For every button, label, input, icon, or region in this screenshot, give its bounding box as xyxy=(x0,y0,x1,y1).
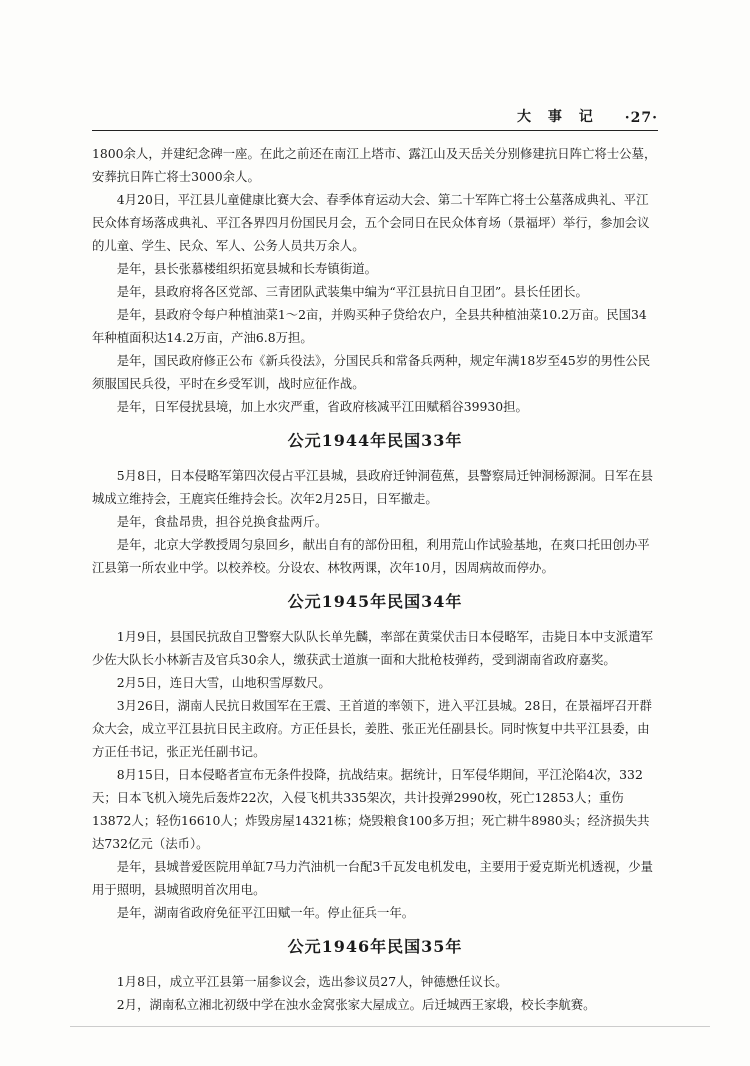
page-header xyxy=(92,104,658,126)
chronicle-paragraph: 1月8日，成立平江县第一届参议会，选出参议员27人，钟德懋任议长。 xyxy=(116,974,508,989)
chronicle-paragraph: 是年，县政府令每户种植油菜1～2亩，并购买种子贷给农户，全县共种植油菜10.2万亩。民国34年种植面积达14.2万亩，产油6.8万担。 xyxy=(92,307,647,345)
chronicle-paragraph: 是年，日军侵扰县境，加上水灾严重，省政府核减平江田赋稻谷39930担。 xyxy=(116,399,528,414)
chronicle-paragraph: 2月，湖南私立湘北初级中学在浊水金窝张家大屋成立。后迁城西王家塅，校长李航赛。 xyxy=(116,997,596,1012)
chronicle-paragraph: 3月26日，湖南人民抗日救国军在王震、王首道的率领下，进入平江县城。28日，在景福坪召开群众大会，成立平江县抗日民主政府。方正任县长，姜胜、张正光任副县长。同时恢复中共平江县委，由方正任书记，张正光任副书记。 xyxy=(92,698,652,759)
chronicle-paragraph: 1月9日，县国民抗敌自卫警察大队队长单先麟，率部在黄棠伏击日本侵略军，击毙日本中支派遣军少佐大队长小林新吉及官兵30余人，缴获武士道旗一面和大批枪枝弹药，受到湖南省政府嘉奖。 xyxy=(92,629,653,667)
year-section-heading: 公元1944年民国33年 xyxy=(287,431,463,450)
chronicle-paragraph: 是年，县长张慕楼组织拓宽县城和长寿镇街道。 xyxy=(116,261,377,276)
chronicle-paragraph: 是年，湖南省政府免征平江田赋一年。停止征兵一年。 xyxy=(116,905,415,920)
header-rule xyxy=(92,130,658,131)
chronicle-paragraph: 1800余人，并建纪念碑一座。在此之前还在南江上塔市、露江山及天岳关分别修建抗日阵亡将士公墓，安葬抗日阵亡将士3000余人。 xyxy=(92,146,657,184)
document-body xyxy=(92,142,658,1016)
year-section-heading: 公元1946年民国35年 xyxy=(287,937,463,956)
chronicle-paragraph: 是年，国民政府修正公布《新兵役法》，分国民兵和常备兵两种，规定年满18岁至45岁的男性公民须服国民兵役，平时在乡受军训，战时应征作战。 xyxy=(92,353,651,391)
chronicle-paragraph: 是年，北京大学教授周匀泉回乡，献出自有的部份田租，利用荒山作试验基地，在爽口托田创办平江县第一所农业中学。以校养校。分设农、林牧两课，次年10月，因周病故而停办。 xyxy=(92,537,650,575)
chronicle-paragraph: 8月15日，日本侵略者宣布无条件投降，抗战结束。据统计，日军侵华期间，平江沦陷4次，332天；日本飞机入境先后轰炸22次，入侵飞机共335架次，共计投弹2990枚，死亡12853人；重伤13872人；轻伤16610人；炸毁房屋14321栋；烧毁粮食100多万担；死亡耕牛8980头；经济损失共达732亿元（法币）。 xyxy=(92,767,650,851)
chronicle-paragraph: 4月20日，平江县儿童健康比赛大会、春季体育运动大会、第二十军阵亡将士公墓落成典礼、平江民众体育场落成典礼、平江各界四月份国民月会，五个会同日在民众体育场（景福坪）举行，参加会议的儿童、学生、民众、军人、公务人员共万余人。 xyxy=(92,192,650,253)
page-number: ·27· xyxy=(624,110,658,126)
year-section-heading: 公元1945年民国34年 xyxy=(287,592,463,611)
chronicle-paragraph: 5月8日，日本侵略军第四次侵占平江县城，县政府迁钟洞苞蕉，县警察局迁钟洞杨源洞。日军在县城成立维持会，王鹿宾任维持会长。次年2月25日，日军撤走。 xyxy=(92,468,653,506)
footer-rule xyxy=(70,1026,710,1027)
chronicle-paragraph: 是年，食盐昂贵，担谷兑换食盐两斤。 xyxy=(116,514,328,529)
chronicle-paragraph: 是年，县政府将各区党部、三青团队武装集中编为“平江县抗日自卫团”。县长任团长。 xyxy=(116,284,588,299)
chronicle-paragraph: 是年，县城普爱医院用单缸7马力汽油机一台配3千瓦发电机发电，主要用于爱克斯光机透视，少量用于照明，县城照明首次用电。 xyxy=(92,859,653,897)
chronicle-paragraph: 2月5日，连日大雪，山地积雪厚数尺。 xyxy=(116,675,331,690)
chapter-title: 大 事 记 xyxy=(517,109,599,125)
